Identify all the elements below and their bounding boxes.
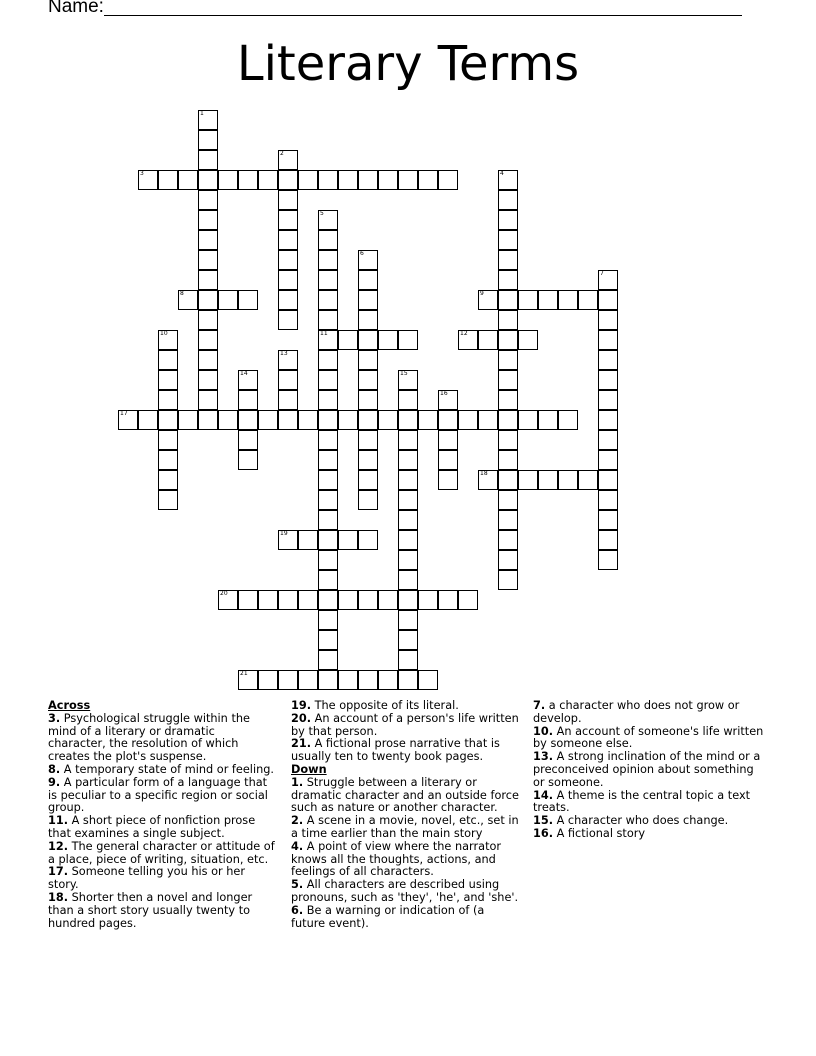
grid-cell[interactable] — [498, 470, 518, 490]
grid-cell[interactable] — [558, 470, 578, 490]
clues-column-3 — [533, 700, 765, 841]
grid-cell[interactable] — [338, 590, 358, 610]
grid-cell[interactable] — [238, 370, 258, 390]
grid-cell[interactable] — [158, 170, 178, 190]
down-clue-2: 2. A scene in a movie, novel, etc., set in a time earlier than the main story — [291, 814, 519, 840]
grid-cell[interactable] — [298, 670, 318, 690]
grid-cell[interactable] — [438, 590, 458, 610]
across-clue-8: 8. A temporary state of mind or feeling. — [48, 762, 275, 776]
grid-cell[interactable] — [318, 270, 338, 290]
grid-cell[interactable] — [498, 550, 518, 570]
grid-cell[interactable] — [158, 350, 178, 370]
grid-cell[interactable] — [498, 510, 518, 530]
grid-cell[interactable] — [278, 150, 298, 170]
grid-cell[interactable] — [278, 310, 298, 330]
grid-cell[interactable] — [398, 590, 418, 610]
grid-cell[interactable] — [438, 470, 458, 490]
grid-cell[interactable] — [438, 450, 458, 470]
grid-cell[interactable] — [598, 330, 618, 350]
grid-cell[interactable] — [258, 170, 278, 190]
grid-cell[interactable] — [438, 430, 458, 450]
grid-cell[interactable] — [258, 670, 278, 690]
grid-cell[interactable] — [498, 570, 518, 590]
grid-cell[interactable] — [498, 250, 518, 270]
grid-cell[interactable] — [438, 170, 458, 190]
grid-cell[interactable] — [198, 130, 218, 150]
grid-cell[interactable] — [138, 410, 158, 430]
grid-cell[interactable] — [478, 330, 498, 350]
grid-cell[interactable] — [358, 530, 378, 550]
grid-cell[interactable] — [398, 470, 418, 490]
grid-cell[interactable] — [278, 410, 298, 430]
grid-cell[interactable] — [598, 350, 618, 370]
grid-cell[interactable] — [538, 290, 558, 310]
grid-cell[interactable] — [158, 450, 178, 470]
grid-cell[interactable] — [358, 410, 378, 430]
across-clue-12: 12. The general character or attitude of a place, piece of writing, situation, etc. — [48, 839, 275, 866]
grid-cell[interactable] — [478, 290, 498, 310]
grid-cell[interactable] — [358, 310, 378, 330]
grid-cell[interactable] — [498, 410, 518, 430]
grid-cell[interactable] — [318, 390, 338, 410]
grid-cell[interactable] — [218, 410, 238, 430]
grid-cell[interactable] — [278, 670, 298, 690]
grid-cell[interactable] — [498, 310, 518, 330]
grid-cell[interactable] — [338, 330, 358, 350]
grid-cell[interactable] — [298, 170, 318, 190]
cell-number: 18 — [480, 470, 488, 477]
grid-cell[interactable] — [198, 190, 218, 210]
grid-cell[interactable] — [358, 330, 378, 350]
grid-cell[interactable] — [378, 670, 398, 690]
grid-cell[interactable] — [498, 190, 518, 210]
grid-cell[interactable] — [338, 670, 358, 690]
across-clue-21: 21. A fictional prose narrative that is usually ten to twenty book pages. — [291, 737, 500, 764]
grid-cell[interactable] — [258, 410, 278, 430]
grid-cell[interactable] — [398, 450, 418, 470]
across-clue-11: 11. A short piece of nonfiction prose that examines a single subject. — [48, 814, 256, 840]
down-clue-15: 15. A character who does change. — [533, 814, 729, 828]
grid-cell[interactable] — [178, 170, 198, 190]
grid-cell[interactable] — [318, 350, 338, 370]
grid-cell[interactable] — [418, 670, 438, 690]
grid-cell[interactable] — [398, 410, 418, 430]
grid-cell[interactable] — [358, 350, 378, 370]
grid-cell[interactable] — [498, 210, 518, 230]
grid-cell[interactable] — [558, 290, 578, 310]
grid-cell[interactable] — [338, 530, 358, 550]
grid-cell[interactable] — [318, 590, 338, 610]
grid-cell[interactable] — [238, 390, 258, 410]
grid-cell[interactable] — [178, 410, 198, 430]
grid-cell[interactable] — [318, 230, 338, 250]
grid-cell[interactable] — [318, 510, 338, 530]
cell-number: 19 — [280, 530, 288, 537]
grid-cell[interactable] — [278, 170, 298, 190]
grid-cell[interactable] — [158, 390, 178, 410]
grid-cell[interactable] — [298, 530, 318, 550]
grid-cell[interactable] — [318, 410, 338, 430]
cell-number: 4 — [500, 170, 504, 177]
across-clue-19: 19. The opposite of its literal. — [291, 699, 459, 712]
grid-cell[interactable] — [198, 410, 218, 430]
grid-cell[interactable] — [318, 370, 338, 390]
grid-cell[interactable] — [398, 170, 418, 190]
down-clue-4: 4. A point of view where the narrator knows all the thoughts, actions, and feelings of all characters. — [291, 839, 502, 879]
cell-number: 6 — [360, 250, 364, 257]
cell-number: 14 — [240, 370, 248, 377]
across-clue-3: 3. Psychological struggle within the mind of a literary or dramatic character, the resolution of which creates the plot's suspense. — [48, 711, 250, 764]
grid-cell[interactable] — [598, 510, 618, 530]
grid-cell[interactable] — [318, 670, 338, 690]
down-clue-5: 5. All characters are described using pronouns, such as 'they', 'he', and 'she'. — [291, 878, 519, 904]
grid-cell[interactable] — [278, 390, 298, 410]
grid-cell[interactable] — [418, 410, 438, 430]
cell-number: 9 — [480, 290, 484, 297]
down-clue-1: 1. Struggle between a literary or dramatic character and an outside force such as nature or another character. — [291, 775, 519, 815]
grid-cell[interactable] — [278, 590, 298, 610]
grid-cell[interactable] — [578, 470, 598, 490]
cell-number: 12 — [460, 330, 468, 337]
grid-cell[interactable] — [198, 310, 218, 330]
grid-cell[interactable] — [398, 570, 418, 590]
grid-cell[interactable] — [598, 310, 618, 330]
grid-cell[interactable] — [398, 610, 418, 630]
down-clue-14: 14. A theme is the central topic a text treats. — [533, 788, 751, 815]
grid-cell[interactable] — [498, 270, 518, 290]
grid-cell[interactable] — [178, 290, 198, 310]
grid-cell[interactable] — [438, 410, 458, 430]
grid-cell[interactable] — [418, 170, 438, 190]
grid-cell[interactable] — [278, 370, 298, 390]
cell-number: 3 — [140, 170, 144, 177]
name-label: Name: — [48, 0, 104, 17]
grid-cell[interactable] — [158, 330, 178, 350]
grid-cell[interactable] — [518, 470, 538, 490]
down-heading: Down — [291, 762, 327, 776]
cell-number: 11 — [320, 330, 328, 337]
grid-cell[interactable] — [318, 170, 338, 190]
grid-cell[interactable] — [358, 270, 378, 290]
grid-cell[interactable] — [598, 490, 618, 510]
grid-cell[interactable] — [398, 530, 418, 550]
grid-cell[interactable] — [338, 170, 358, 190]
grid-cell[interactable] — [238, 430, 258, 450]
grid-cell[interactable] — [318, 210, 338, 230]
grid-cell[interactable] — [198, 230, 218, 250]
cell-number: 8 — [180, 290, 184, 297]
grid-cell[interactable] — [598, 270, 618, 290]
grid-cell[interactable] — [398, 650, 418, 670]
grid-cell[interactable] — [458, 590, 478, 610]
grid-cell[interactable] — [478, 470, 498, 490]
grid-cell[interactable] — [238, 590, 258, 610]
grid-cell[interactable] — [158, 370, 178, 390]
grid-cell[interactable] — [398, 630, 418, 650]
across-heading: Across — [48, 699, 91, 712]
grid-cell[interactable] — [458, 330, 478, 350]
down-clue-16: 16. A fictional story — [533, 826, 646, 840]
grid-cell[interactable] — [538, 470, 558, 490]
grid-cell[interactable] — [378, 170, 398, 190]
grid-cell[interactable] — [318, 610, 338, 630]
grid-cell[interactable] — [498, 490, 518, 510]
grid-cell[interactable] — [498, 430, 518, 450]
grid-cell[interactable] — [198, 210, 218, 230]
grid-cell[interactable] — [598, 290, 618, 310]
cell-number: 20 — [220, 590, 228, 597]
grid-cell[interactable] — [518, 290, 538, 310]
grid-cell[interactable] — [498, 390, 518, 410]
cell-number: 10 — [160, 330, 168, 337]
across-clue-17: 17. Someone telling you his or her story. — [48, 865, 246, 892]
grid-cell[interactable] — [398, 430, 418, 450]
cell-number: 2 — [280, 150, 284, 157]
grid-cell[interactable] — [318, 490, 338, 510]
grid-cell[interactable] — [258, 590, 278, 610]
grid-cell[interactable] — [278, 270, 298, 290]
grid-cell[interactable] — [398, 490, 418, 510]
grid-cell[interactable] — [378, 330, 398, 350]
grid-cell[interactable] — [358, 490, 378, 510]
cell-number: 21 — [240, 670, 248, 677]
grid-cell[interactable] — [218, 590, 238, 610]
grid-cell[interactable] — [278, 190, 298, 210]
grid-cell[interactable] — [438, 390, 458, 410]
down-clue-10: 10. An account of someone's life written by someone else. — [533, 724, 764, 751]
grid-cell[interactable] — [318, 470, 338, 490]
down-clue-13: 13. A strong inclination of the mind or a preconceived opinion about something or someone. — [533, 750, 761, 789]
grid-cell[interactable] — [358, 430, 378, 450]
grid-cell[interactable] — [378, 590, 398, 610]
grid-cell[interactable] — [358, 590, 378, 610]
grid-cell[interactable] — [138, 170, 158, 190]
grid-cell[interactable] — [598, 370, 618, 390]
grid-cell[interactable] — [238, 410, 258, 430]
across-clue-18: 18. Shorter then a novel and longer than a short story usually twenty to hundred pages. — [48, 890, 253, 930]
grid-cell[interactable] — [358, 250, 378, 270]
grid-cell[interactable] — [218, 290, 238, 310]
grid-cell[interactable] — [318, 330, 338, 350]
grid-cell[interactable] — [278, 530, 298, 550]
grid-cell[interactable] — [498, 170, 518, 190]
grid-cell[interactable] — [158, 490, 178, 510]
grid-cell[interactable] — [278, 210, 298, 230]
grid-cell[interactable] — [238, 290, 258, 310]
grid-cell[interactable] — [298, 590, 318, 610]
grid-cell[interactable] — [278, 250, 298, 270]
grid-cell[interactable] — [358, 390, 378, 410]
grid-cell[interactable] — [198, 110, 218, 130]
grid-cell[interactable] — [318, 290, 338, 310]
grid-cell[interactable] — [198, 370, 218, 390]
grid-cell[interactable] — [498, 370, 518, 390]
grid-cell[interactable] — [218, 170, 238, 190]
grid-cell[interactable] — [578, 290, 598, 310]
grid-cell[interactable] — [238, 170, 258, 190]
grid-cell[interactable] — [198, 330, 218, 350]
grid-cell[interactable] — [538, 410, 558, 430]
clues-column-2 — [291, 700, 521, 930]
grid-cell[interactable] — [518, 330, 538, 350]
grid-cell[interactable] — [238, 450, 258, 470]
grid-cell[interactable] — [278, 350, 298, 370]
grid-cell[interactable] — [198, 270, 218, 290]
grid-cell[interactable] — [318, 450, 338, 470]
grid-cell[interactable] — [498, 530, 518, 550]
cell-number: 13 — [280, 350, 288, 357]
grid-cell[interactable] — [498, 230, 518, 250]
grid-cell[interactable] — [598, 390, 618, 410]
cell-number: 1 — [200, 110, 204, 117]
grid-cell[interactable] — [598, 530, 618, 550]
grid-cell[interactable] — [278, 230, 298, 250]
grid-cell[interactable] — [358, 370, 378, 390]
cell-number: 15 — [400, 370, 408, 377]
grid-cell[interactable] — [398, 390, 418, 410]
grid-cell[interactable] — [198, 290, 218, 310]
grid-cell[interactable] — [398, 370, 418, 390]
grid-cell[interactable] — [338, 410, 358, 430]
grid-cell[interactable] — [498, 330, 518, 350]
grid-cell[interactable] — [198, 250, 218, 270]
grid-cell[interactable] — [358, 170, 378, 190]
clues-column-1 — [48, 700, 276, 930]
grid-cell[interactable] — [298, 410, 318, 430]
grid-cell[interactable] — [158, 410, 178, 430]
grid-cell[interactable] — [318, 630, 338, 650]
grid-cell[interactable] — [458, 410, 478, 430]
grid-cell[interactable] — [318, 530, 338, 550]
grid-cell[interactable] — [358, 470, 378, 490]
grid-cell[interactable] — [198, 150, 218, 170]
grid-cell[interactable] — [558, 410, 578, 430]
grid-cell[interactable] — [318, 310, 338, 330]
cell-number: 5 — [320, 210, 324, 217]
grid-cell[interactable] — [498, 450, 518, 470]
grid-cell[interactable] — [318, 430, 338, 450]
grid-cell[interactable] — [198, 390, 218, 410]
grid-cell[interactable] — [378, 410, 398, 430]
grid-cell[interactable] — [598, 550, 618, 570]
grid-cell[interactable] — [418, 590, 438, 610]
grid-cell[interactable] — [158, 470, 178, 490]
grid-cell[interactable] — [398, 510, 418, 530]
grid-cell[interactable] — [478, 410, 498, 430]
grid-cell[interactable] — [518, 410, 538, 430]
grid-cell[interactable] — [498, 350, 518, 370]
grid-cell[interactable] — [118, 410, 138, 430]
page-title: Literary Terms — [236, 36, 580, 92]
grid-cell[interactable] — [198, 170, 218, 190]
grid-cell[interactable] — [398, 330, 418, 350]
grid-cell[interactable] — [598, 430, 618, 450]
across-clue-20: 20. An account of a person's life written by that person. — [291, 711, 519, 738]
grid-cell[interactable] — [198, 350, 218, 370]
grid-cell[interactable] — [318, 650, 338, 670]
grid-cell[interactable] — [358, 450, 378, 470]
down-clue-7: 7. a character who does not grow or develop. — [533, 699, 740, 725]
grid-cell[interactable] — [318, 550, 338, 570]
cell-number: 17 — [120, 410, 128, 417]
down-clue-6: 6. Be a warning or indication of (a future event). — [291, 903, 485, 930]
grid-cell[interactable] — [398, 550, 418, 570]
grid-cell[interactable] — [278, 290, 298, 310]
grid-cell[interactable] — [318, 570, 338, 590]
grid-cell[interactable] — [598, 470, 618, 490]
grid-cell[interactable] — [358, 290, 378, 310]
grid-cell[interactable] — [598, 410, 618, 430]
grid-cell[interactable] — [238, 670, 258, 690]
grid-cell[interactable] — [318, 250, 338, 270]
grid-cell[interactable] — [398, 670, 418, 690]
cell-number: 7 — [600, 270, 604, 277]
grid-cell[interactable] — [358, 670, 378, 690]
cell-number: 16 — [440, 390, 448, 397]
grid-cell[interactable] — [598, 450, 618, 470]
grid-cell[interactable] — [498, 290, 518, 310]
across-clue-9: 9. A particular form of a language that is peculiar to a specific region or social group. — [48, 775, 268, 815]
grid-cell[interactable] — [158, 430, 178, 450]
